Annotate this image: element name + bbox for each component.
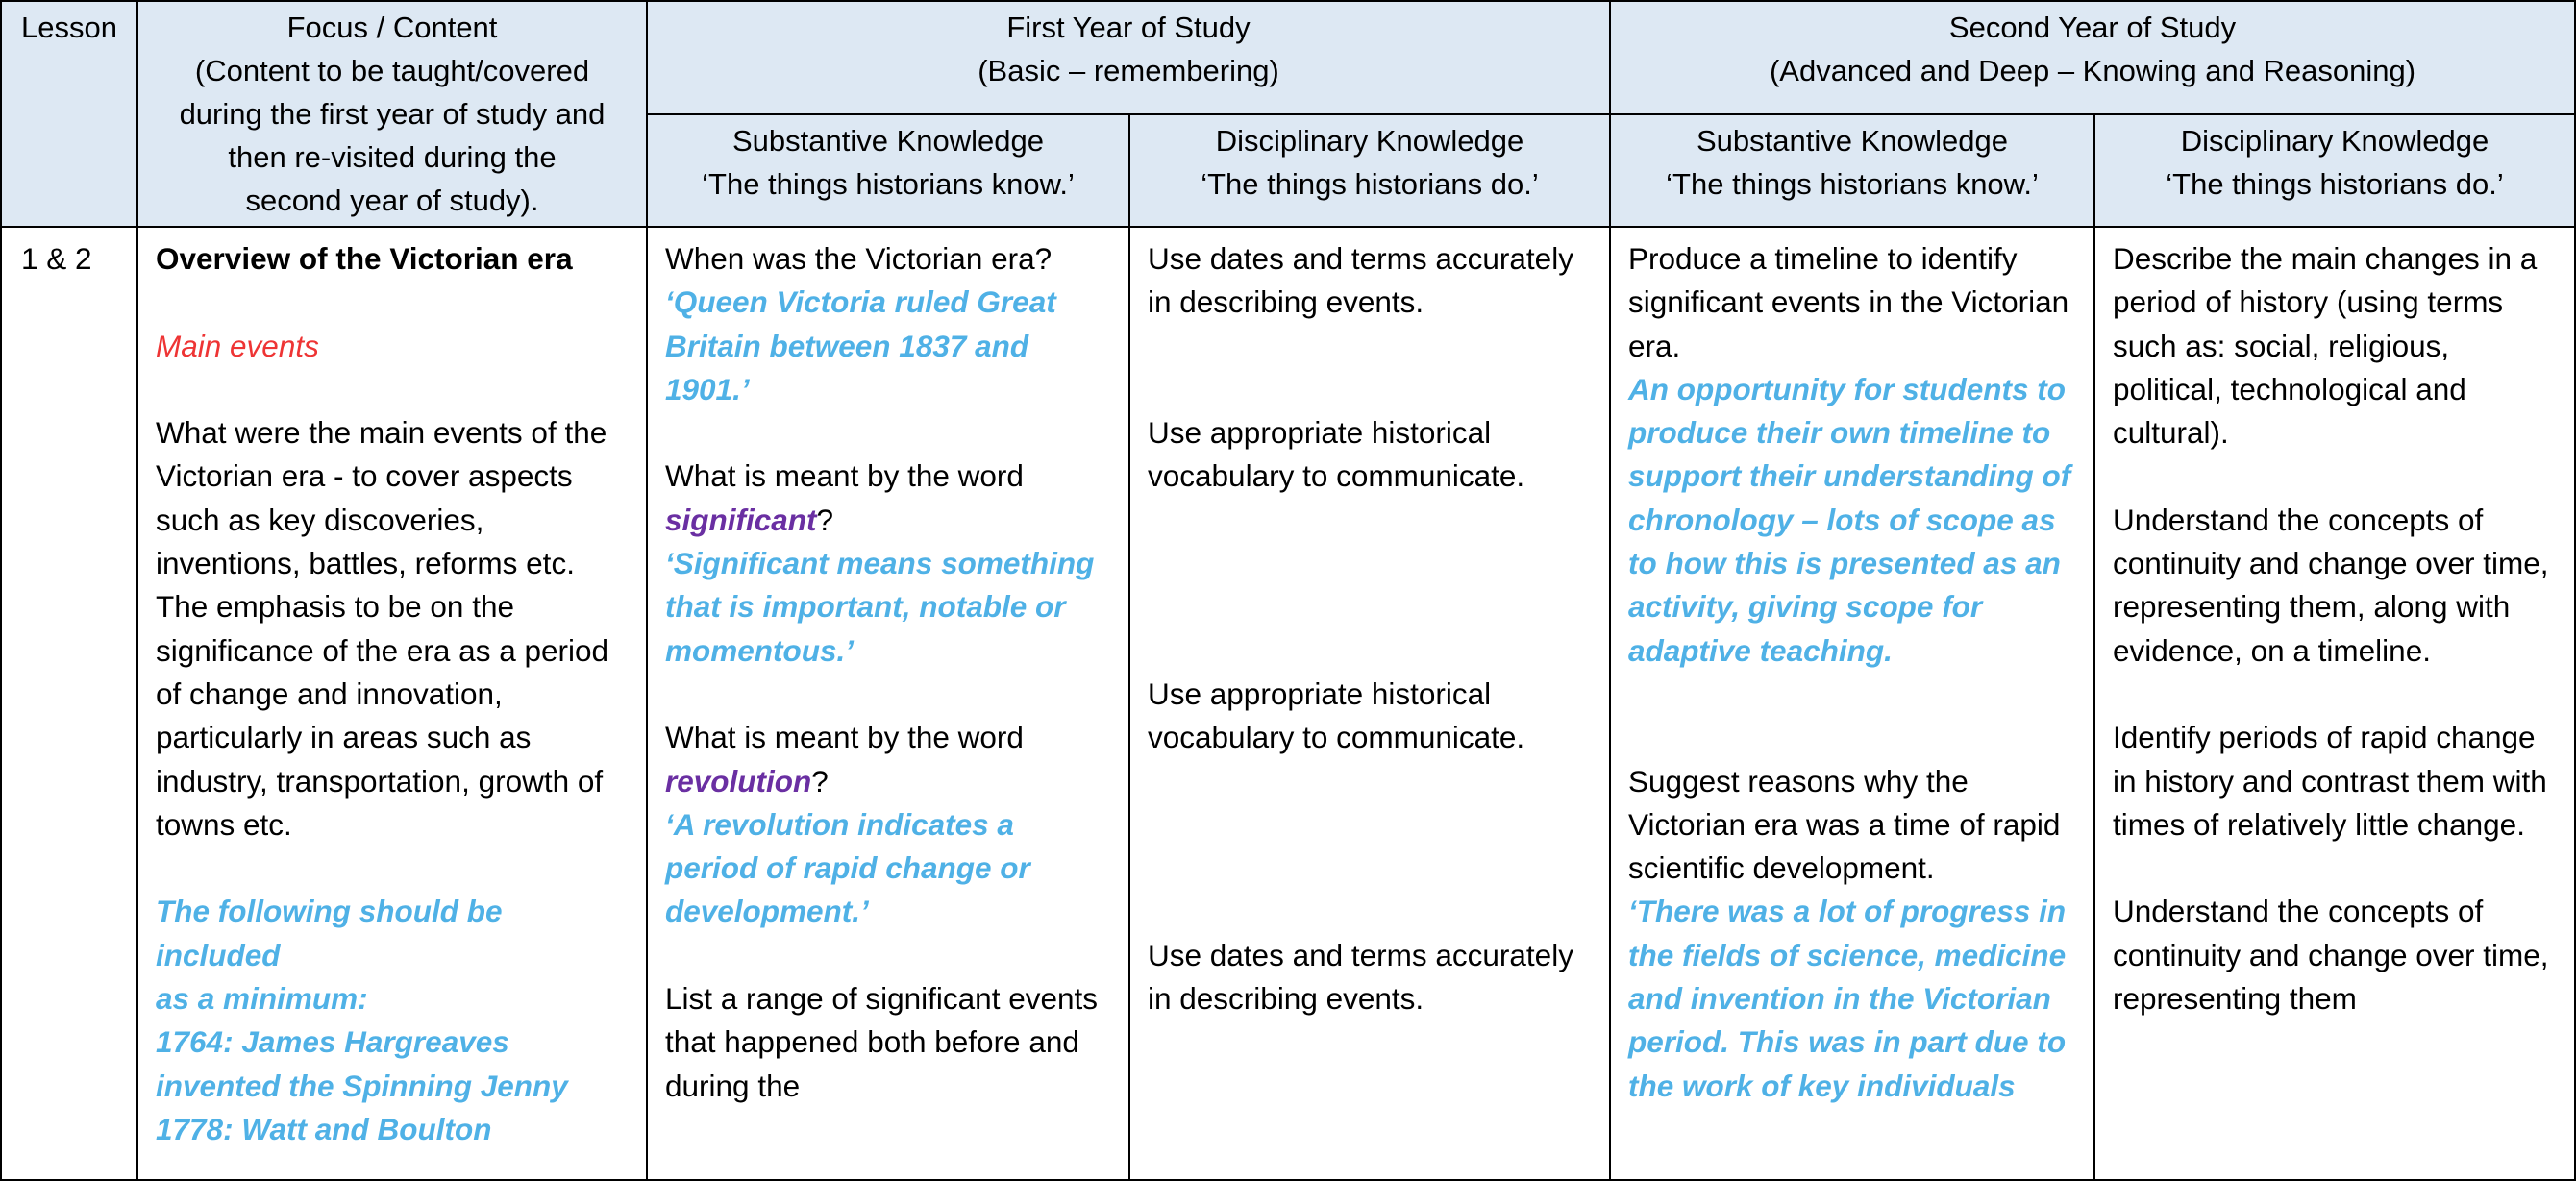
focus-minimum-line-1: The following should be included	[156, 894, 503, 972]
lesson-number: 1 & 2	[1, 227, 137, 1180]
focus-event-1b: invented the Spinning Jenny	[156, 1068, 568, 1103]
question-4: List a range of significant events that happened both before and during the	[665, 981, 1099, 1103]
focus-event-1: 1764: James Hargreaves	[156, 1024, 509, 1060]
y2-substantive-cell	[1610, 227, 2094, 1180]
y2-substantive-1: Produce a timeline to identify significant events in the Victorian era.	[1628, 241, 2069, 363]
y2-substantive-1-note: An opportunity for students to produce their own timeline to support their understanding of chronology – lots of scope as to how this is presented as an activity, giving scope for adaptive teaching.	[1628, 371, 2071, 668]
question-2-term-line: significant?	[665, 502, 834, 537]
answer-2: ‘Significant means something that is important, notable or momentous.’	[665, 546, 1095, 668]
focus-cell	[137, 227, 647, 1180]
header-first-year: First Year of Study (Basic – remembering)	[647, 1, 1610, 114]
y2-disciplinary-3: Identify periods of rapid change in history and contrast them with times of relatively little change.	[2113, 720, 2547, 842]
y2-disciplinary-1: Describe the main changes in a period of history (using terms such as: social, religious, political, technological and cultural).	[2113, 241, 2538, 451]
table-row	[1, 227, 2575, 1180]
focus-title: Overview of the Victorian era	[156, 241, 573, 276]
focus-subtitle: Main events	[156, 328, 319, 363]
question-3: What is meant by the word	[665, 720, 1024, 755]
y1-disciplinary-1: Use dates and terms accurately in describing events.	[1148, 241, 1573, 320]
answer-1: ‘Queen Victoria ruled Great Britain between 1837 and 1901.’	[665, 284, 1056, 406]
header-y2-substantive: Substantive Knowledge ‘The things historians know.’	[1610, 114, 2094, 228]
header-y2-disciplinary: Disciplinary Knowledge ‘The things historians do.’	[2094, 114, 2575, 228]
answer-3: ‘A revolution indicates a period of rapid change or development.’	[665, 806, 1030, 929]
y1-disciplinary-3: Use appropriate historical vocabulary to communicate.	[1148, 676, 1525, 755]
y2-disciplinary-cell	[2094, 227, 2575, 1180]
y1-substantive-cell	[647, 227, 1129, 1180]
y1-disciplinary-2: Use appropriate historical vocabulary to communicate.	[1148, 415, 1525, 494]
y2-disciplinary-4: Understand the concepts of continuity and change over time, representing them	[2113, 894, 2549, 1017]
focus-body: What were the main events of the Victorian era - to cover aspects such as key discoveries, inventions, battles, reforms etc. The emphasis to be on the significance of the era as a period of change and innovation, particularly in areas such as industry, transportation, growth of towns etc.	[156, 415, 609, 842]
question-2: What is meant by the word	[665, 458, 1024, 494]
header-y1-disciplinary: Disciplinary Knowledge ‘The things historians do.’	[1129, 114, 1610, 228]
header-lesson: Lesson	[1, 1, 137, 227]
question-3-term-line: revolution?	[665, 763, 829, 799]
term-revolution: revolution	[665, 763, 812, 799]
header-focus: Focus / Content (Content to be taught/covered during the first year of study and then re-visited during the second year of study).	[137, 1, 647, 227]
header-y1-substantive: Substantive Knowledge ‘The things historians know.’	[647, 114, 1129, 228]
term-significant: significant	[665, 502, 817, 537]
y2-substantive-2-note: ‘There was a lot of progress in the fields of science, medicine and invention in the Victorian period. This was in part due to the work of key individuals	[1628, 894, 2067, 1103]
focus-event-2: 1778: Watt and Boulton	[156, 1111, 492, 1146]
y2-substantive-2: Suggest reasons why the Victorian era was a time of rapid scientific development.	[1628, 763, 2061, 886]
y2-disciplinary-2: Understand the concepts of continuity and change over time, representing them, along with evidence, on a timeline.	[2113, 502, 2549, 668]
y1-disciplinary-cell	[1129, 227, 1610, 1180]
focus-minimum-line-2: as a minimum:	[156, 981, 368, 1017]
y1-disciplinary-4: Use dates and terms accurately in describing events.	[1148, 937, 1573, 1017]
header-second-year: Second Year of Study (Advanced and Deep – Knowing and Reasoning)	[1610, 1, 2575, 114]
question-1: When was the Victorian era?	[665, 241, 1053, 276]
